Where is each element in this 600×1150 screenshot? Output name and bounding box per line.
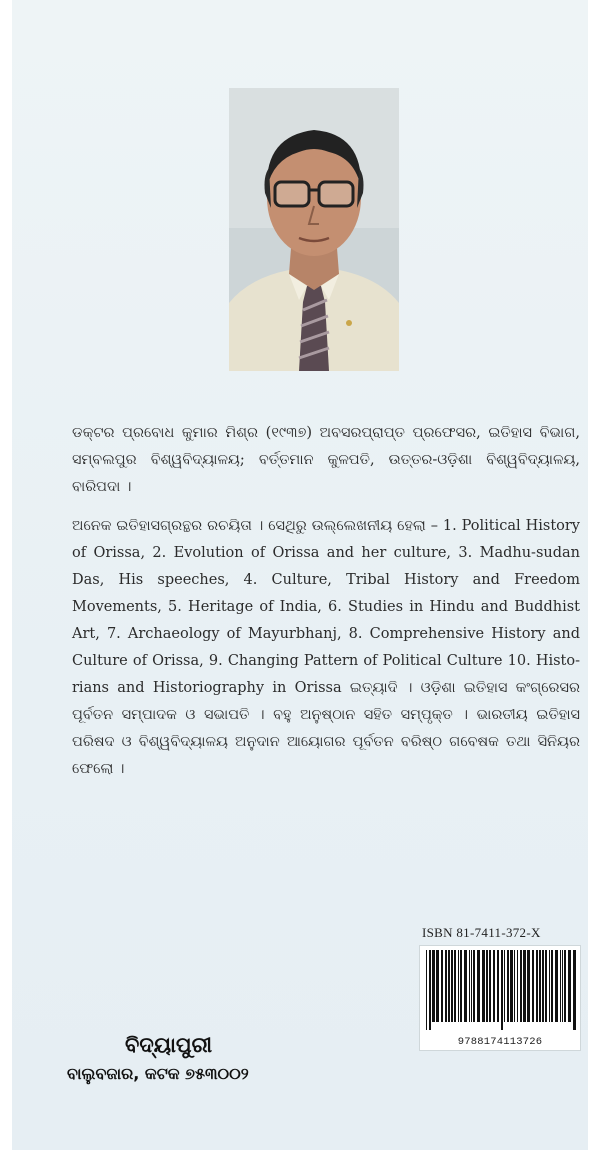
barcode-bar [471, 950, 472, 1022]
barcode-bar [460, 950, 462, 1022]
book-back-cover [12, 0, 588, 1150]
barcode-bar [551, 950, 553, 1022]
publisher-block [67, 1033, 367, 1084]
barcode-bar [514, 950, 515, 1022]
barcode-bar [469, 950, 470, 1022]
barcode-bar [501, 950, 503, 1030]
barcode-bar [520, 950, 522, 1022]
barcode-bar [555, 950, 558, 1022]
barcode-bar [542, 950, 544, 1022]
barcode-bar [510, 950, 513, 1022]
barcode-bar [545, 950, 547, 1022]
barcode-bar [477, 950, 480, 1022]
barcode-bar [560, 950, 561, 1022]
author-photo [229, 88, 399, 371]
barcode-bar [573, 950, 576, 1030]
barcode-bar [568, 950, 571, 1022]
barcode-bar [504, 950, 505, 1022]
barcode-bar [507, 950, 509, 1022]
barcode-bar [493, 950, 495, 1022]
bio-paragraph-2: ଅନେକ ଇତିହାସଗ୍ରନ୍ଥର ରଚୟିତା । ସେଥିରୁ ଉଲ୍ଲେଖନୀୟ ହେଲା – 1. Political History of Orissa, 2. Evolution of Orissa and her culture, 3. Madhu-sudan Das, His speeches, 4. Culture, Tribal History and Freedom Movements, 5. Heritage of India, 6. Studies in Hindu and Buddhist Art, 7. Archaeology of Mayurbhanj, 8. Comprehensive History and Culture of Orissa, 9. Changing Pattern of Political Culture 10. Histo-rians and Historiography in Orissa ଇତ୍ୟାଦି । ଓଡ଼ିଶା ଇତିହାସ କଂଗ୍ରେସର ପୂର୍ବତନ ସମ୍ପାଦକ ଓ ସଭାପତି । ବହୁ ଅନୁଷ୍ଠାନ ସହିତ ସମ୍ପୃକ୍ତ । ଭାରତୀୟ ଇତିହାସ ପରିଷଦ ଓ ବିଶ୍ୱବିଦ୍ୟାଳୟ ଅନୁଦାନ ଆୟୋଗର ପୂର୍ବତନ ବରିଷ୍ଠ ଗବେଷକ ତଥା ସିନିୟର ଫେଲୋ । [72, 518, 580, 777]
barcode-bar [539, 950, 541, 1022]
barcode-bar [549, 950, 550, 1022]
barcode-bar [532, 950, 534, 1022]
barcode-bar [432, 950, 435, 1022]
bio-paragraph-1: ଡକ୍ଟର ପ୍ରବୋଧ କୁମାର ମିଶ୍ର (୧୯୩୭) ଅବସରପ୍ରାପ୍ତ ପ୍ରଫେସର, ଇତିହାସ ବିଭାଗ, ସମ୍ବଲପୁର ବିଶ୍ୱବିଦ୍ୟାଳୟ; ବର୍ତ୍ତମାନ କୁଳପତି, ଉତ୍ତର-ଓଡ଼ିଶା ବିଶ୍ୱବିଦ୍ୟାଳୟ, ବାରିପଦା । [72, 425, 580, 495]
barcode-bar [517, 950, 518, 1022]
ean-number: 9788174113726 [422, 1036, 578, 1048]
barcode-bar [445, 950, 447, 1022]
barcode-bar [564, 950, 566, 1022]
barcode-bar [454, 950, 456, 1022]
barcode-bar [497, 950, 499, 1022]
barcode-bar [448, 950, 450, 1022]
barcode-bar [429, 950, 431, 1030]
barcode-bar [451, 950, 453, 1022]
author-portrait-image [229, 88, 399, 371]
barcode-bar [482, 950, 485, 1022]
barcode-bar [523, 950, 526, 1022]
barcode-bar [436, 950, 439, 1022]
barcode-bar [527, 950, 530, 1022]
barcode-bar [426, 950, 427, 1030]
barcode-bar [489, 950, 491, 1022]
barcode-bar [441, 950, 443, 1022]
isbn-block [419, 925, 579, 1051]
barcode-bar [464, 950, 467, 1022]
barcode-bar [536, 950, 538, 1022]
barcode-bar [458, 950, 459, 1022]
barcode-bar [473, 950, 475, 1022]
author-biography [72, 420, 580, 795]
barcode [419, 945, 581, 1051]
isbn-label: ISBN 81-7411-372-X [422, 925, 541, 940]
barcode-bar [562, 950, 563, 1022]
publisher-address: ବାଲୁବଜାର, କଟକ ୭୫୩୦୦୨ [67, 1064, 249, 1083]
barcode-bar [486, 950, 488, 1022]
publisher-name: ବିଦ୍ୟାପୁରୀ [125, 1033, 213, 1057]
barcode-bars [420, 946, 580, 1032]
